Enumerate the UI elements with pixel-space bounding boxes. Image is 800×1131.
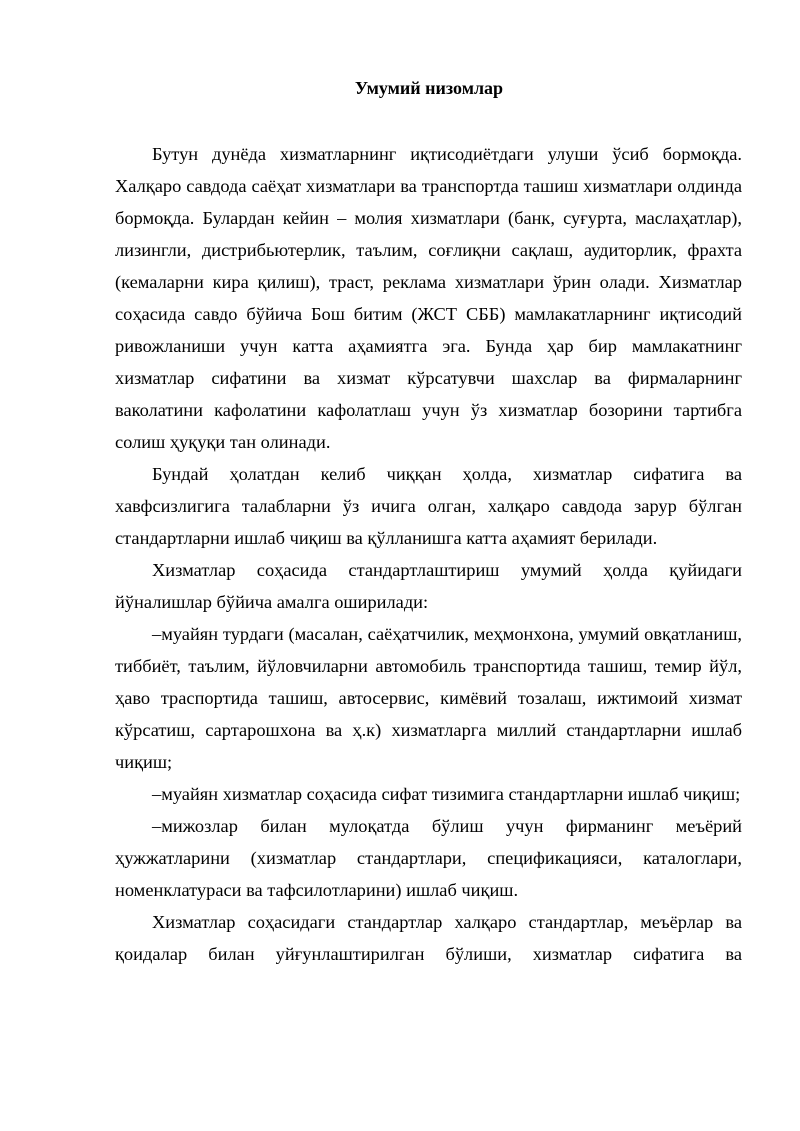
page-title: Умумий низомлар (354, 78, 504, 98)
list-item-firm-documents: –мижозлар билан мулоқатда бўлиш учун фирманинг меъёрий ҳужжатларини (хизматлар стандартлари, спецификацияси, каталоглари, номенклатураси ва тафсилотларини) ишлаб чиқиш. (115, 816, 742, 900)
list-item-national-standards: –муайян турдаги (масалан, саёҳатчилик, меҳмонхона, умумий овқатланиш, тиббиёт, таълим, йўловчиларни автомобиль транспортида ташиш, темир йўл, ҳаво траспортида ташиш, автосервис, кимёвий тозалаш, ижтимоий хизмат кўрсатиш, сартарошхона ва ҳ.к) хизматларга миллий стандартларни ишлаб чиқиш; (115, 624, 742, 772)
document-body (115, 138, 742, 970)
paragraph-harmonization: Хизматлар соҳасидаги стандартлар халқаро стандартлар, меъёрлар ва қоидалар билан уйғунлаштирилган бўлиши, хизматлар сифатига ва (115, 912, 742, 964)
paragraph-standardization-directions: Хизматлар соҳасида стандартлаштириш умумий ҳолда қуйидаги йўналишлар бўйича амалга оширилади: (115, 560, 742, 612)
paragraph-services-share: Бутун дунёда хизматларнинг иқтисодиётдаги улуши ўсиб бормоқда. Халқаро савдода саёҳат хизматлари ва транспортда ташиш хизматлари олдинда бормоқда. Булардан кейин – молия хизматлари (банк, суғурта, маслаҳатлар), лизингли, дистрибьютерлик, таълим, соғлиқни сақлаш, аудиторлик, фрахта (кемаларни кира қилиш), траст, реклама хизматлари ўрин олади. Хизматлар соҳасида савдо бўйича Бош битим (ЖСТ СББ) мамлакатларнинг иқтисодий ривожланиши учун катта аҳамиятга эга. Бунда ҳар бир мамлакатнинг хизматлар сифатини ва хизмат кўрсатувчи шахслар ва фирмаларнинг ваколатини кафолатини кафолатлаш учун ўз хизматлар бозорини тартибга солиш ҳуқуқи тан олинади. (115, 144, 742, 452)
list-item-quality-system: –муайян хизматлар соҳасида сифат тизимига стандартларни ишлаб чиқиш; (152, 784, 741, 804)
paragraph-standards-importance: Бундай ҳолатдан келиб чиққан ҳолда, хизматлар сифатига ва хавфсизлигига талабларни ўз ичига олган, халқаро савдода зарур бўлган стандартларни ишлаб чиқиш ва қўлланишга катта аҳамият берилади. (115, 464, 742, 548)
